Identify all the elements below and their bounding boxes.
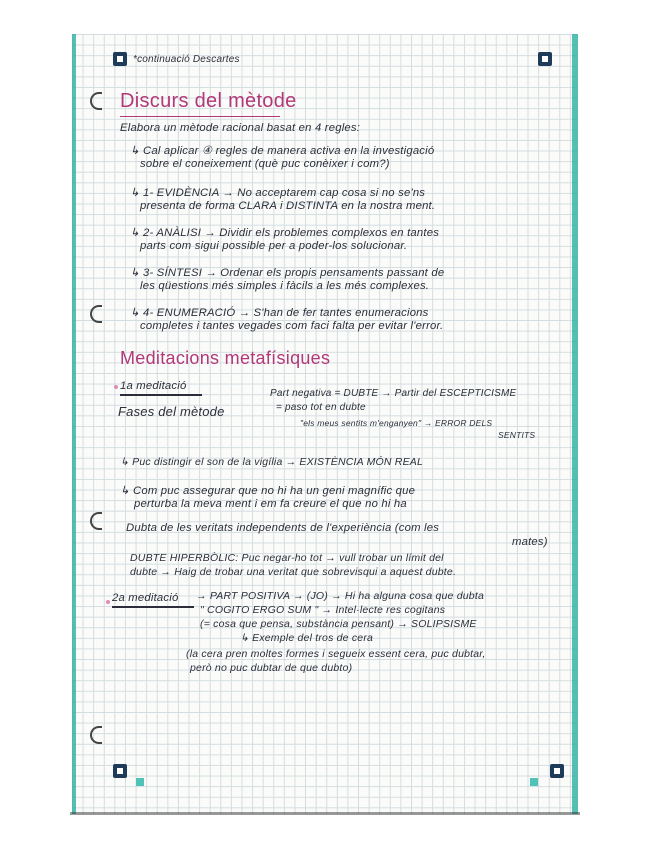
m1-line: Dubta de les veritats independents de l'experiència (com les — [126, 522, 440, 534]
rule-line: parts com sigui possible per a poder-los solucionar. — [140, 240, 408, 252]
senses-quote-2: SENTITS — [498, 430, 536, 440]
teal-square-icon — [136, 778, 144, 786]
rule-line: presenta de forma CLARA i DISTINTA en la nostra ment. — [140, 200, 436, 212]
meditation-2-label: 2a meditació — [112, 592, 179, 604]
meditation-1-label: 1a meditació — [120, 380, 187, 392]
m1-line: ↳ Puc distingir el son de la vigília → EXISTÈNCIA MÓN REAL — [120, 456, 424, 468]
label-underline — [112, 606, 194, 608]
m1-line: ↳ Com puc assegurar que no hi ha un geni magnífic que — [120, 485, 416, 497]
bottom-edge — [70, 812, 580, 815]
rule-line: ↳ 4- ENUMERACIÓ → S'han de fer tantes enumeracions — [130, 307, 429, 319]
corner-mark-icon — [113, 764, 127, 778]
ring-hole-icon — [90, 512, 102, 530]
rule-line: ↳ Cal aplicar ④ regles de manera activa en la investigació — [130, 145, 435, 157]
left-margin-stripe — [72, 34, 76, 814]
teal-square-icon — [530, 778, 538, 786]
header-note: *continuació Descartes — [133, 54, 240, 65]
rule-line: completes i tantes vegades com faci falta per evitar l'error. — [140, 320, 444, 332]
m2-line: (= cosa que pensa, substància pensant) → SOLIPSISME — [200, 618, 477, 630]
right-margin-stripe — [572, 34, 578, 814]
negative-part-2: = paso tot en dubte — [276, 402, 366, 413]
ring-hole-icon — [90, 92, 102, 110]
corner-mark-icon — [550, 764, 564, 778]
title-underline — [120, 116, 280, 117]
m2-line: " COGITO ERGO SUM " → Intel·lecte res cogitans — [200, 604, 446, 616]
m1-line: DUBTE HIPERBÒLIC: Puc negar-ho tot → vull trobar un límit del — [130, 552, 444, 564]
section-title-meditacions: Meditacions metafísiques — [120, 348, 331, 368]
rule-line: ↳ 3- SÍNTESI → Ordenar els propis pensaments passant de — [130, 267, 445, 279]
bullet-icon — [114, 385, 118, 389]
rule-line: les qüestions més simples i fàcils a les més complexes. — [140, 280, 430, 292]
m2-line: però no puc dubtar de que dubto) — [190, 662, 353, 674]
m2-line: (la cera pren moltes formes i segueix essent cera, puc dubtar, — [186, 648, 486, 660]
ring-hole-icon — [90, 305, 102, 323]
m2-line: → PART POSITIVA → (JO) → Hi ha alguna cosa que dubta — [196, 590, 484, 602]
corner-mark-icon — [538, 52, 552, 66]
corner-mark-icon — [113, 52, 127, 66]
rule-line: ↳ 2- ANÀLISI → Dividir els problemes complexos en tantes — [130, 227, 440, 239]
m2-line: ↳ Exemple del tros de cera — [240, 632, 374, 644]
m1-line: perturba la meva ment i em fa creure el que no hi ha — [134, 498, 407, 510]
label-underline — [120, 394, 202, 396]
intro-text: Elabora un mètode racional basat en 4 regles: — [120, 122, 361, 134]
ring-hole-icon — [90, 726, 102, 744]
negative-part: Part negativa = DUBTE → Partir del ESCEPTICISME — [270, 388, 517, 399]
m1-line: mates) — [512, 536, 548, 548]
rule-line: ↳ 1- EVIDÈNCIA → No acceptarem cap cosa si no se'ns — [130, 187, 426, 199]
fases-label: Fases del mètode — [118, 404, 225, 419]
m1-line: dubte → Haig de trobar una veritat que sobrevisqui a aquest dubte. — [130, 566, 457, 578]
bullet-icon — [106, 600, 110, 604]
section-title-discurs: Discurs del mètode — [120, 90, 297, 112]
rule-line: sobre el coneixement (què puc conèixer i com?) — [140, 158, 390, 170]
senses-quote: "els meus sentits m'enganyen" → ERROR DELS — [300, 418, 493, 428]
